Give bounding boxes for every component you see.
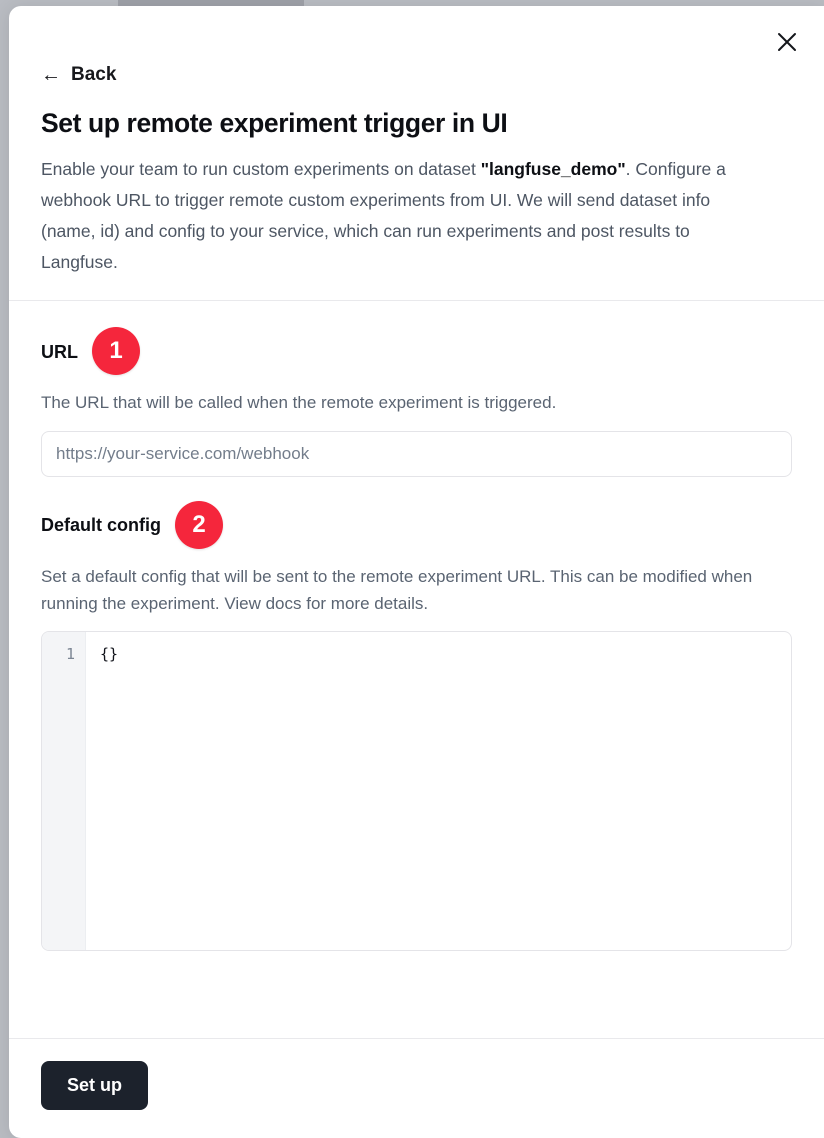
back-button-label: Back xyxy=(71,64,117,85)
remote-experiment-dialog xyxy=(9,6,824,1138)
section-spacer xyxy=(41,477,792,503)
url-field-help: The URL that will be called when the remote experiment is triggered. xyxy=(41,393,557,413)
back-button[interactable] xyxy=(41,64,116,86)
description-part-1: Enable your team to run custom experiments on dataset xyxy=(41,158,481,179)
url-input[interactable] xyxy=(41,431,792,477)
dialog-footer xyxy=(9,1038,824,1138)
description-part-2: . Configure a webhook URL to trigger remote custom experiments from UI. We will send dataset info (name, id) and config to your service, which can run experiments and post results to Langfuse. xyxy=(41,158,726,273)
dialog-description xyxy=(41,154,756,279)
dialog-body xyxy=(9,301,824,1038)
config-field-label-row xyxy=(41,503,792,549)
url-field-label-row xyxy=(41,329,792,375)
editor-gutter xyxy=(42,632,86,950)
set-up-button[interactable]: Set up xyxy=(41,1061,148,1110)
step-badge-1: 1 xyxy=(92,327,140,375)
url-field-label: URL xyxy=(41,341,78,362)
config-code-editor[interactable] xyxy=(41,631,792,951)
dialog-header xyxy=(9,64,824,301)
page-title: Set up remote experiment trigger in UI xyxy=(41,108,508,138)
step-badge-2: 2 xyxy=(175,501,223,549)
window-left-strip xyxy=(0,0,9,1138)
config-code-input[interactable]: {} xyxy=(100,644,119,663)
config-field-help: Set a default config that will be sent to the remote experiment URL. This can be modified when running the experiment. View docs for more details. xyxy=(41,566,753,613)
editor-line-number: 1 xyxy=(65,644,75,663)
close-icon[interactable] xyxy=(773,28,801,56)
config-field-label: Default config xyxy=(41,515,161,536)
description-dataset-name: "langfuse_demo" xyxy=(480,158,626,179)
back-arrow-icon: ← xyxy=(41,64,61,86)
dialog-close-row xyxy=(9,6,824,64)
